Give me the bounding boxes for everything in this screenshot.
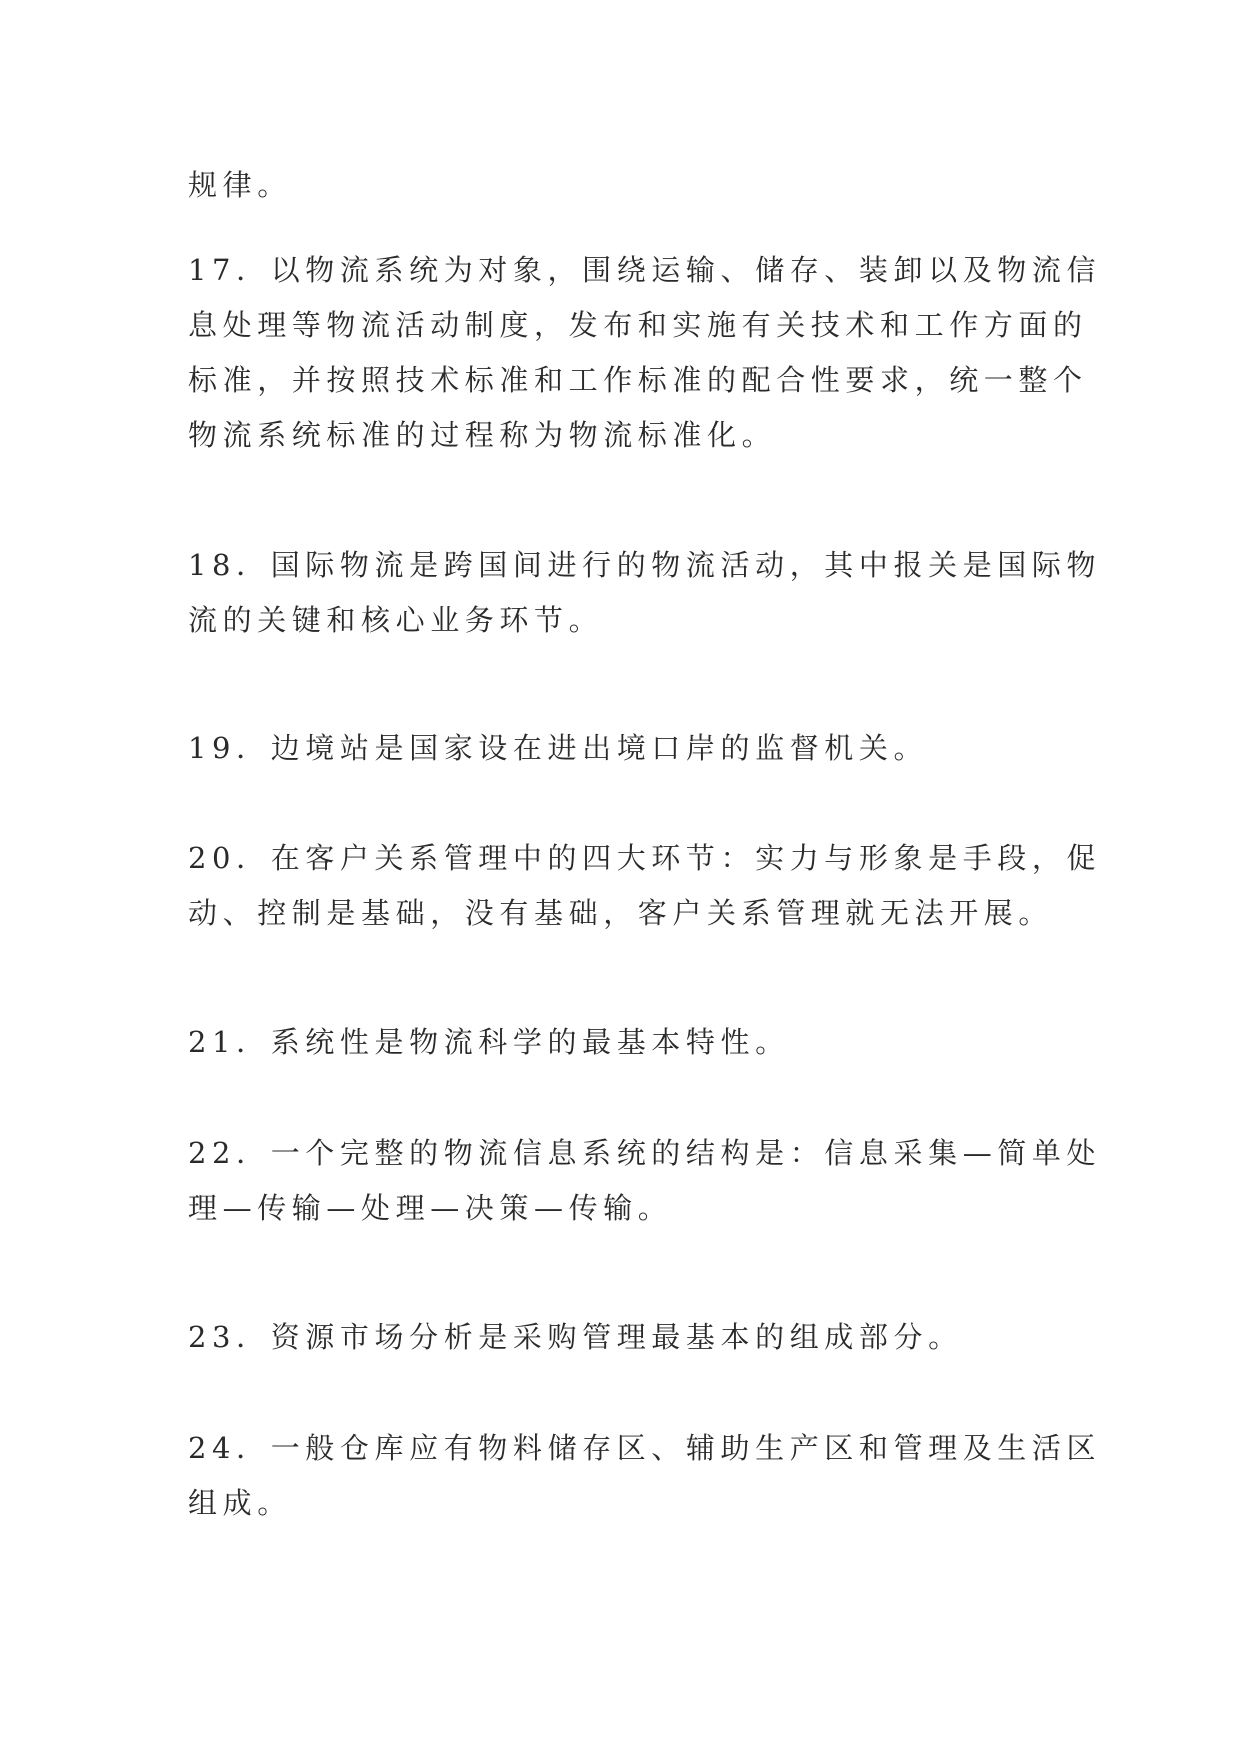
item-20-line-2: 动、控制是基础，没有基础，客户关系管理就无法开展。: [188, 896, 1054, 930]
item-17-line-1: 17．以物流系统为对象，围绕运输、储存、装卸以及物流信: [188, 253, 1102, 287]
item-23-line-1: 23．资源市场分析是采购管理最基本的组成部分。: [188, 1320, 963, 1354]
item-22-line-2: 理—传输—处理—决策—传输。: [188, 1191, 673, 1225]
item-18-line-2: 流的关键和核心业务环节。: [188, 603, 604, 637]
item-17-line-2: 息处理等物流活动制度，发布和实施有关技术和工作方面的: [188, 308, 1088, 342]
item-24-line-2: 组成。: [188, 1486, 292, 1520]
item-17-line-3: 标准，并按照技术标准和工作标准的配合性要求，统一整个: [188, 363, 1088, 397]
item-19-line-1: 19．边境站是国家设在进出境口岸的监督机关。: [188, 731, 929, 765]
text-line: 规律。: [188, 168, 292, 202]
item-21-line-1: 21．系统性是物流科学的最基本特性。: [188, 1025, 790, 1059]
item-20-line-1: 20．在客户关系管理中的四大环节：实力与形象是手段，促: [188, 841, 1102, 875]
item-18-line-1: 18．国际物流是跨国间进行的物流活动，其中报关是国际物: [188, 548, 1102, 582]
item-24-line-1: 24．一般仓库应有物料储存区、辅助生产区和管理及生活区: [188, 1431, 1102, 1465]
item-22-line-1: 22．一个完整的物流信息系统的结构是：信息采集—简单处: [188, 1136, 1102, 1170]
item-17-line-4: 物流系统标准的过程称为物流标准化。: [188, 418, 777, 452]
